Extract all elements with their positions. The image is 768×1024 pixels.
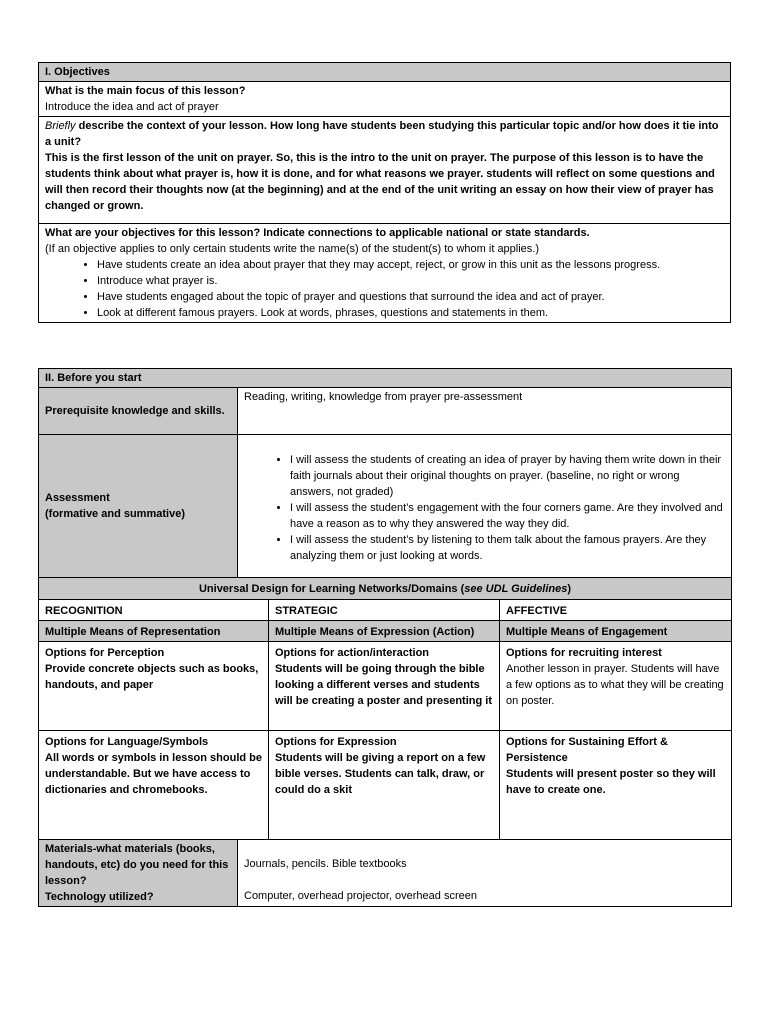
- expression-title: Options for Expression: [275, 736, 397, 748]
- action-body: Students will be going through the bible looking a different verses and students will be creating a poster and presenting it: [275, 663, 492, 707]
- effort-cell: [500, 731, 732, 840]
- perception-cell: [39, 642, 269, 731]
- list-item: • Have students engaged about the topic of prayer and questions that surround the idea and act of prayer.: [97, 289, 724, 305]
- effort-body: Students will present poster so they will have to create one.: [506, 768, 716, 796]
- language-title: Options for Language/Symbols: [45, 736, 209, 748]
- means-expression: Multiple Means of Expression (Action): [269, 621, 500, 642]
- context-question-text: describe the context of your lesson. How long have students been studying this particular topic and/or how does it tie into a unit?: [45, 120, 719, 148]
- materials-value-cell: [238, 840, 732, 907]
- udl-guidelines-link: see UDL Guidelines: [464, 583, 568, 595]
- assessment-list: [244, 452, 725, 564]
- technology-label: Technology utilized?: [45, 891, 154, 903]
- list-item: • I will assess the students of creating an idea of prayer by having them write down in their faith journals about their original thoughts on prayer. (baseline, no right or wrong answers, not graded): [290, 452, 725, 500]
- prereq-label: Prerequisite knowledge and skills.: [39, 388, 238, 435]
- list-item: • I will assess the student’s engagement with the four corners game. Are they involved and have a reason as to why they answered the way they did.: [290, 500, 725, 532]
- prereq-value: Reading, writing, knowledge from prayer pre-assessment: [238, 388, 732, 435]
- technology-value: Computer, overhead projector, overhead screen: [244, 890, 477, 902]
- materials-label: Materials-what materials (books, handouts, etc) do you need for this lesson?: [45, 843, 229, 887]
- assessment-label-line1: Assessment: [45, 492, 110, 504]
- udl-title: [39, 578, 732, 600]
- assessment-value: [238, 435, 732, 578]
- col-affective: AFFECTIVE: [500, 600, 732, 621]
- materials-label-cell: [39, 840, 238, 907]
- effort-title: Options for Sustaining Effort & Persistence: [506, 736, 668, 764]
- interest-cell: [500, 642, 732, 731]
- objectives-table: [38, 62, 731, 323]
- language-body: All words or symbols in lesson should be understandable. But we have access to dictionaries and chromebooks.: [45, 752, 262, 796]
- materials-value: Journals, pencils. Bible textbooks: [244, 858, 407, 870]
- focus-question: What is the main focus of this lesson?: [45, 85, 246, 97]
- expression-cell: [269, 731, 500, 840]
- expression-body: Students will be giving a report on a few bible verses. Students can talk, draw, or could do a skit: [275, 752, 486, 796]
- udl-title-post: ): [567, 583, 572, 595]
- interest-body: Another lesson in prayer. Students will have a few options as to what they will be creating on poster.: [506, 663, 724, 707]
- list-item: • I will assess the student’s by listening to them talk about the famous prayers. Are they analyzing them or just looking at words.: [290, 532, 725, 564]
- focus-answer: Introduce the idea and act of prayer: [45, 101, 219, 113]
- objectives-cell: [39, 224, 731, 323]
- focus-cell: [39, 82, 731, 117]
- udl-title-pre: Universal Design for Learning Networks/Domains (: [198, 583, 465, 595]
- list-item: • Introduce what prayer is.: [97, 273, 724, 289]
- means-representation: Multiple Means of Representation: [39, 621, 269, 642]
- language-cell: [39, 731, 269, 840]
- interest-title: Options for recruiting interest: [506, 647, 662, 659]
- col-strategic: STRATEGIC: [269, 600, 500, 621]
- list-item: • Look at different famous prayers. Look at words, phrases, questions and statements in them.: [97, 305, 724, 321]
- assessment-label: [39, 435, 238, 578]
- context-question-italic: Briefly: [45, 120, 76, 132]
- objectives-list: [45, 257, 724, 321]
- objectives-header: I. Objectives: [39, 63, 731, 82]
- context-cell: [39, 117, 731, 224]
- objectives-note: (If an objective applies to only certain students write the name(s) of the student(s) to whom it applies.): [45, 243, 540, 255]
- list-item: • Have students create an idea about prayer that they may accept, reject, or grow in this unit as the lessons progress.: [97, 257, 724, 273]
- before-header: II. Before you start: [39, 369, 732, 388]
- objectives-question: What are your objectives for this lesson? Indicate connections to applicable national or state standards.: [45, 227, 590, 239]
- assessment-label-line2: (formative and summative): [45, 508, 185, 520]
- before-table: [38, 368, 732, 907]
- context-answer: This is the first lesson of the unit on prayer. So, this is the intro to the unit on prayer. The purpose of this lesson is to have the students think about what prayer is, how it is done, and for what reasons we prayer. students will reflect on some questions and will then record their thoughts now (at the beginning) and at the end of the unit writing an essay on how their view of prayer has changed or grown.: [45, 152, 715, 212]
- context-question: [45, 118, 724, 150]
- action-cell: [269, 642, 500, 731]
- action-title: Options for action/interaction: [275, 647, 430, 659]
- perception-title: Options for Perception: [45, 647, 165, 659]
- means-engagement: Multiple Means of Engagement: [500, 621, 732, 642]
- col-recognition: RECOGNITION: [39, 600, 269, 621]
- perception-body: Provide concrete objects such as books, handouts, and paper: [45, 663, 259, 691]
